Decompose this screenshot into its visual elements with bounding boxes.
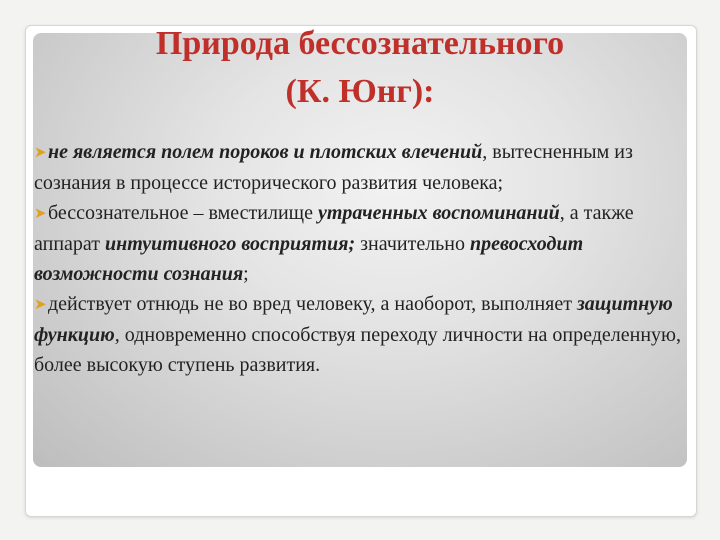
bullet-text: , вытесненным из сознания в процессе исторического развития человека; bbox=[34, 141, 633, 194]
bullet-text-emphasis: интуитивного восприятия; bbox=[105, 233, 356, 255]
arrow-bullet-icon: ➤ bbox=[34, 297, 47, 313]
slide-title-line2: (К. Юнг): bbox=[285, 73, 435, 110]
bullet-text-emphasis: не является полем пороков и плотских влечений bbox=[48, 141, 483, 163]
bullet-text: одновременно способствуя переходу личности на определенную, более высокую ступень развития. bbox=[34, 324, 681, 376]
bullet-text: ; bbox=[243, 263, 249, 285]
bullet-item bbox=[34, 289, 686, 380]
bullet-list bbox=[34, 137, 686, 380]
bullet-text: действует отнюдь не во вред человеку, а наоборот, выполняет bbox=[48, 293, 577, 315]
bullet-item bbox=[34, 198, 686, 289]
bullet-text-italic: , bbox=[114, 324, 125, 346]
arrow-bullet-icon: ➤ bbox=[34, 145, 47, 161]
bullet-text-emphasis: превосходит возможности сознания bbox=[34, 233, 584, 285]
bullet-text: значительно bbox=[355, 233, 471, 255]
bullet-text-emphasis: утраченных воспоминаний bbox=[317, 202, 560, 224]
bullet-item bbox=[34, 137, 686, 198]
bullet-text: , а также аппарат bbox=[34, 202, 634, 255]
bullet-text: бессознательное – вместилище bbox=[48, 202, 318, 224]
bullet-text-emphasis: защитную функцию bbox=[34, 293, 673, 346]
arrow-bullet-icon: ➤ bbox=[34, 206, 47, 222]
slide-title-line1: Природа бессознательного bbox=[155, 25, 565, 62]
